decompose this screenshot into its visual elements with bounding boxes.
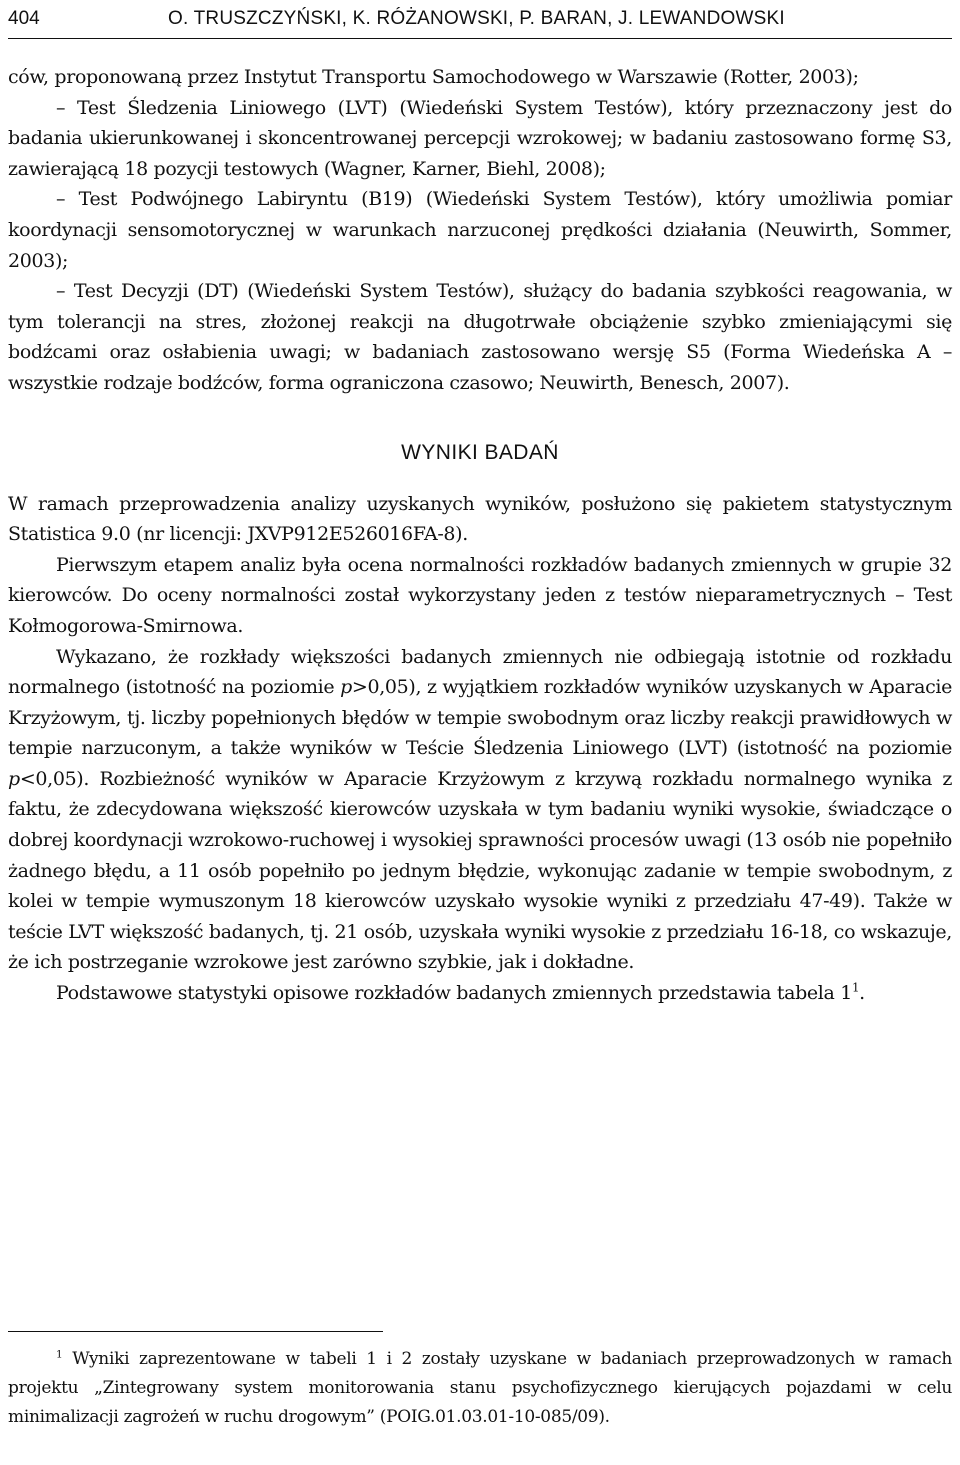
body-text (8, 62, 952, 1009)
footnote-ref: 1 (851, 980, 860, 995)
list-item-b19: – Test Podwójnego Labiryntu (B19) (Wiedeński System Testów), który umożliwia pomiar koordynacji sensomotorycznej w warunkach narzuconej prędkości działania (Neuwirth, Sommer, 2003); (8, 188, 952, 272)
table-ref-end: . (859, 982, 865, 1005)
paragraph-table-ref (8, 978, 952, 1009)
footnote (8, 1345, 952, 1432)
running-head (8, 4, 952, 40)
list-item-dt: – Test Decyzji (DT) (Wiedeński System Testów), służący do badania szybkości reagowania, w tym tolerancji na stres, złożonej reakcji na długotrwałe obciążenie szybko zmieniającymi się bodźcami oraz osłabienia uwagi; w badaniach zastosowano wersję S5 (Forma Wiedeńska A – wszystkie rodzaje bodźców, forma ograniczona czasowo; Neuwirth, Benesch, 2007). (8, 280, 952, 394)
header-rule (8, 38, 952, 39)
paragraph-continuation: ców, proponowaną przez Instytut Transportu Samochodowego w Warszawie (Rotter, 2003); (8, 66, 859, 88)
results-text-b: >0,05), z wyjątkiem rozkładów wyników uzyskanych w Aparacie Krzyżowym, tj. liczby popełnionych błędów w tempie swobodnym oraz liczby reakcji prawidłowych w tempie narzuconym, a także wyników w Teście Śledzenia Liniowego (LVT) (istotność na poziomie (8, 676, 952, 760)
p-value-symbol: p (8, 767, 20, 790)
page-number: 404 (8, 8, 40, 29)
results-text-c: <0,05). Rozbieżność wyników w Aparacie Krzyżowym z krzywą rozkładu normalnego wynika z faktu, że zdecydowana większość kierowców uzyskała w tym badaniu wyniki wysokie, świadczące o dobrej koordynacji wzrokowo-ruchowej i wysokiej sprawności procesów uwagi (13 osób nie popełniło żadnego błędu, a 11 osób popełniło po jednym błędzie, wykonując zadanie w tempie swobodnym, z kolei w tempie wymuszonym 18 kierowców uzyskało wysokie wyniki z przedziału 47-49). Także w teście LVT większość badanych, tj. 21 osób, uzyskała wyniki wysokie z przedziału 16-18, co wskazuje, że ich postrzeganie wzrokowe jest zarówno szybkie, jak i dokładne. (8, 767, 952, 974)
footnote-rule (8, 1331, 383, 1332)
running-head-authors: O. TRUSZCZYŃSKI, K. RÓŻANOWSKI, P. BARAN, J. LEWANDOWSKI (168, 8, 785, 29)
paragraph-statistica: W ramach przeprowadzenia analizy uzyskanych wyników, posłużono się pakietem statystycznym Statistica 9.0 (nr licencji: JXVP912E526016FA-8). (8, 492, 952, 546)
p-value-symbol: p (340, 676, 352, 699)
list-item-lvt: – Test Śledzenia Liniowego (LVT) (Wiedeński System Testów), który przeznaczony jest do badania ukierunkowanej i skoncentrowanej percepcji wzrokowej; w badaniu zastosowano formę S3, zawierającą 18 pozycji testowych (Wagner, Karner, Biehl, 2008); (8, 96, 952, 180)
results-text-a: Wykazano, że rozkłady większości badanych zmiennych nie odbiegają istotnie od rozkładu normalnego (istotność na poziomie (8, 645, 952, 699)
table-ref-text: Podstawowe statystyki opisowe rozkładów badanych zmiennych przedstawia tabela 1 (56, 982, 852, 1005)
section-title: WYNIKI BADAŃ (401, 440, 559, 464)
footnote-marker: 1 (56, 1348, 63, 1361)
footnote-text: Wyniki zaprezentowane w tabeli 1 i 2 zostały uzyskane w badaniach przeprowadzonych w ramach projektu „Zintegrowany system monitorowania stanu psychofizycznego kierujących pojazdami w celu minimalizacji zagrożeń w ruchu drogowym” (POIG.01.03.01-10-085/09). (8, 1349, 952, 1427)
paragraph-results (8, 642, 952, 979)
paragraph-normality: Pierwszym etapem analiz była ocena normalności rozkładów badanych zmiennych w grupie 32 kierowców. Do oceny normalności został wykorzystany jeden z testów nieparametrycznych – Test Kołmogorowa-Smirnowa. (8, 553, 952, 637)
